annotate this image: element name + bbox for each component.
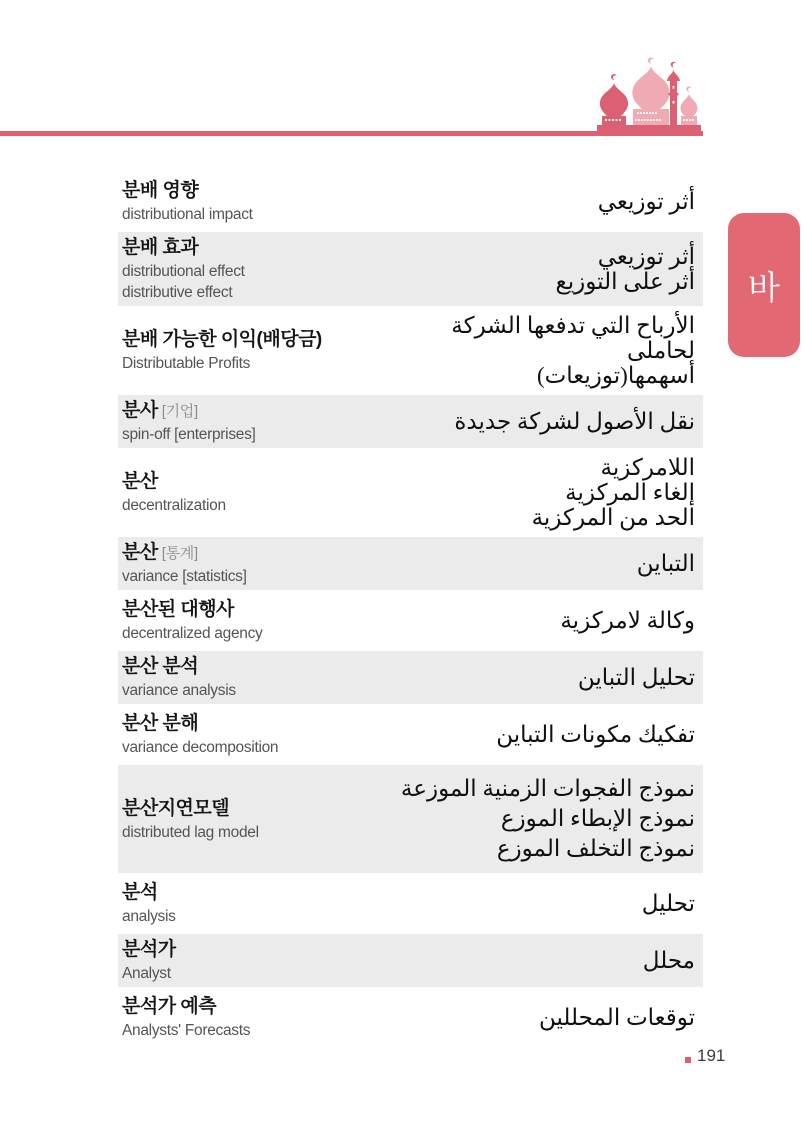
arabic-term: وكالة لامركزية — [560, 608, 695, 633]
korean-term-line — [122, 398, 386, 424]
english-term: Analysts' Forecasts — [122, 1022, 251, 1039]
glossary-row — [118, 877, 703, 930]
glossary-row — [118, 708, 703, 761]
korean-term-line — [122, 994, 386, 1020]
glossary-row — [118, 594, 703, 647]
glossary-row — [118, 452, 703, 533]
glossary-row — [118, 991, 703, 1044]
arabic-cell — [386, 722, 695, 747]
arabic-term: إلغاء المركزية — [565, 480, 695, 505]
korean-term-note: [기업] — [161, 403, 198, 420]
arabic-term: أثر توزيعي — [597, 189, 695, 214]
arabic-cell — [386, 774, 695, 864]
korean-term-line — [122, 178, 386, 204]
mosque-decoration-icon — [594, 53, 704, 131]
term-cell — [122, 178, 386, 225]
glossary-row — [118, 934, 703, 987]
korean-term: 분배 효과 — [122, 237, 199, 258]
arabic-cell — [386, 455, 695, 530]
arabic-cell — [386, 409, 695, 434]
korean-term: 분산 분해 — [122, 713, 199, 734]
glossary-list — [118, 175, 703, 1048]
arabic-term: التباين — [636, 551, 695, 576]
arabic-term: الأرباح التي تدفعها الشركة لحاملى — [451, 313, 695, 363]
korean-term: 분사 — [122, 400, 158, 421]
english-term: variance analysis — [122, 682, 236, 699]
english-term: Analyst — [122, 965, 171, 982]
english-term: distributive effect — [122, 284, 233, 301]
english-term: decentralized agency — [122, 625, 263, 642]
term-cell — [122, 654, 386, 701]
term-cell — [122, 398, 386, 445]
term-cell — [122, 235, 386, 303]
glossary-row — [118, 765, 703, 873]
arabic-term: أسهمها(توزيعات) — [536, 363, 695, 388]
korean-term-line — [122, 327, 386, 353]
term-cell — [122, 327, 386, 374]
arabic-cell — [386, 665, 695, 690]
term-cell — [122, 597, 386, 644]
korean-term-line — [122, 540, 386, 566]
arabic-cell — [386, 189, 695, 214]
page-number: 191 — [697, 1046, 726, 1065]
arabic-cell — [386, 1005, 695, 1030]
term-cell — [122, 540, 386, 587]
arabic-term: نموذج التخلف الموزع — [496, 836, 695, 861]
section-tab-label: 바 — [748, 268, 780, 306]
glossary-row — [118, 537, 703, 590]
korean-term: 분배 가능한 이익(배당금) — [122, 329, 322, 350]
term-cell — [122, 711, 386, 758]
korean-term: 분산된 대행사 — [122, 599, 234, 620]
header-rule — [0, 131, 703, 136]
korean-term-line — [122, 880, 386, 906]
glossary-row — [118, 395, 703, 448]
arabic-cell — [386, 948, 695, 973]
korean-term-line — [122, 711, 386, 737]
arabic-term: نموذج الفجوات الزمنية الموزعة — [400, 776, 695, 801]
arabic-cell — [386, 608, 695, 633]
page-number-dot-icon — [685, 1057, 691, 1063]
korean-term: 분석가 — [122, 939, 176, 960]
arabic-term: تحليل التباين — [577, 665, 695, 690]
english-term: decentralization — [122, 497, 226, 514]
korean-term: 분석가 예측 — [122, 996, 217, 1017]
term-cell — [122, 937, 386, 984]
arabic-cell — [386, 551, 695, 576]
arabic-term: تحليل — [641, 891, 695, 916]
section-tab-ba — [728, 213, 800, 357]
korean-term-line — [122, 796, 386, 822]
arabic-term: محلل — [642, 948, 695, 973]
korean-term-line — [122, 469, 386, 495]
term-cell — [122, 796, 386, 843]
english-term: distributional impact — [122, 206, 253, 223]
glossary-row — [118, 175, 703, 228]
term-cell — [122, 469, 386, 516]
arabic-term: اللامركزية — [600, 455, 695, 480]
korean-term: 분산 분석 — [122, 656, 199, 677]
arabic-term: نقل الأصول لشركة جديدة — [454, 409, 695, 434]
page-footer — [685, 1046, 725, 1066]
glossary-row — [118, 310, 703, 391]
english-term: spin-off [enterprises] — [122, 426, 256, 443]
english-term: variance [statistics] — [122, 568, 247, 585]
arabic-term: توقعات المحللين — [538, 1005, 695, 1030]
english-term: distributional effect — [122, 263, 245, 280]
english-term: Distributable Profits — [122, 355, 251, 372]
korean-term: 분석 — [122, 882, 158, 903]
arabic-cell — [386, 244, 695, 294]
english-term: variance decomposition — [122, 739, 279, 756]
korean-term-line — [122, 235, 386, 261]
korean-term: 분산 — [122, 471, 158, 492]
arabic-cell — [386, 313, 695, 388]
korean-term: 분산 — [122, 542, 158, 563]
term-cell — [122, 880, 386, 927]
korean-term-line — [122, 937, 386, 963]
glossary-row — [118, 232, 703, 306]
arabic-term: أثر على التوزيع — [555, 269, 695, 294]
glossary-row — [118, 651, 703, 704]
korean-term-line — [122, 654, 386, 680]
arabic-term: الحد من المركزية — [531, 505, 695, 530]
term-cell — [122, 994, 386, 1041]
arabic-cell — [386, 891, 695, 916]
english-term: analysis — [122, 908, 176, 925]
korean-term-line — [122, 597, 386, 623]
korean-term: 분배 영향 — [122, 180, 199, 201]
arabic-term: نموذج الإبطاء الموزع — [500, 806, 695, 831]
korean-term-note: [통계] — [161, 545, 198, 562]
korean-term: 분산지연모델 — [122, 797, 230, 819]
english-term: distributed lag model — [122, 823, 259, 841]
arabic-term: تفكيك مكونات التباين — [496, 722, 695, 747]
arabic-term: أثر توزيعي — [597, 244, 695, 269]
